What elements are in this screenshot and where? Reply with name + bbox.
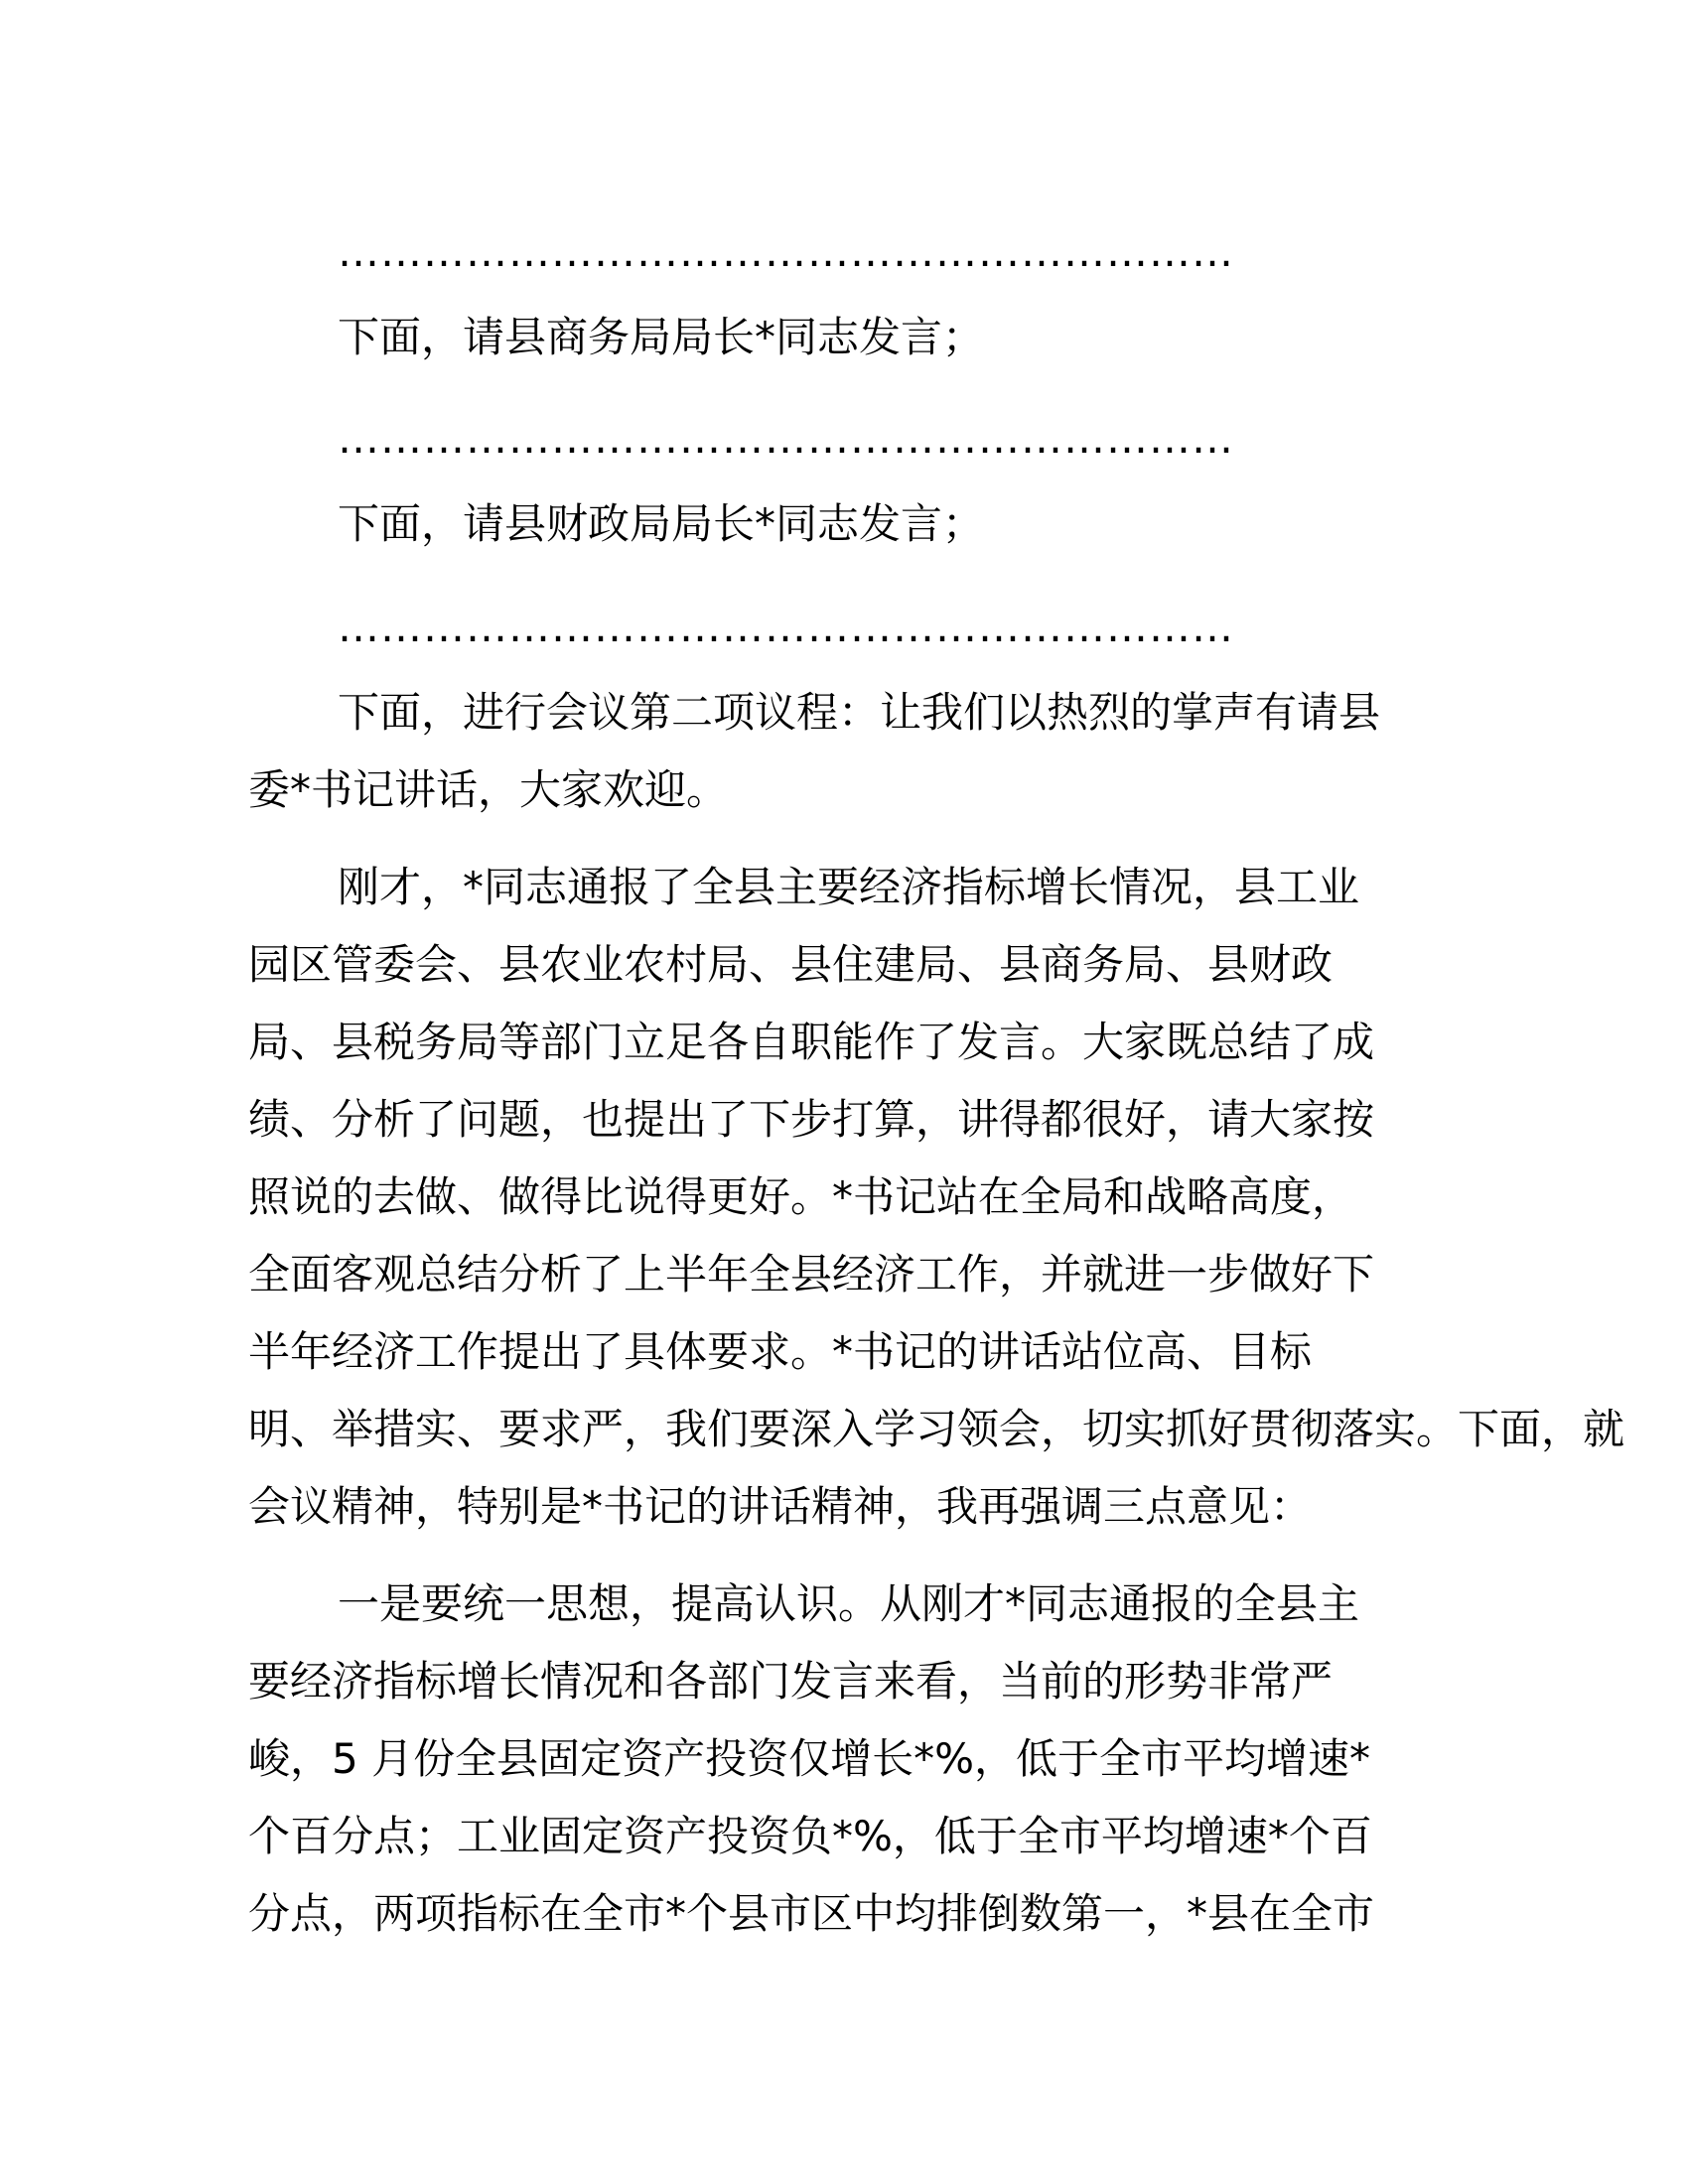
speaker-intro-line: 下面，请县财政局局长*同志发言；: [338, 499, 985, 548]
point-one-paragraph-line: 个百分点；工业固定资产投资负*%，低于全市平均增速*个百: [248, 1812, 1372, 1860]
summary-paragraph-line: 绩、分析了问题，也提出了下步打算，讲得都很好，请大家按: [248, 1095, 1375, 1144]
ellipsis-line: ………………………………………………………: [338, 227, 1234, 276]
agenda-paragraph-line: 委*书记讲话，大家欢迎。: [248, 765, 729, 814]
ellipsis-line: ………………………………………………………: [338, 603, 1234, 651]
summary-paragraph-line: 局、县税务局等部门立足各自职能作了发言。大家既总结了成: [248, 1018, 1375, 1066]
point-one-paragraph-line: 峻，5 月份全县固定资产投资仅增长*%，低于全市平均增速*: [248, 1734, 1370, 1783]
point-one-paragraph-line: 一是要统一思想，提高认识。从刚才*同志通报的全县主: [338, 1579, 1360, 1628]
summary-paragraph-line: 会议精神，特别是*书记的讲话精神，我再强调三点意见：: [248, 1482, 1313, 1531]
summary-paragraph-line: 全面客观总结分析了上半年全县经济工作，并就进一步做好下: [248, 1250, 1375, 1298]
summary-paragraph-line: 刚才，*同志通报了全县主要经济指标增长情况，县工业: [338, 863, 1360, 911]
ellipsis-line: ………………………………………………………: [338, 414, 1234, 463]
summary-paragraph-line: 照说的去做、做得比说得更好。*书记站在全局和战略高度，: [248, 1172, 1354, 1221]
summary-paragraph-line: 明、举措实、要求严，我们要深入学习领会，切实抓好贯彻落实。下面，就: [248, 1405, 1625, 1453]
point-one-paragraph-line: 分点，两项指标在全市*个县市区中均排倒数第一，*县在全市: [248, 1889, 1375, 1938]
point-one-paragraph-line: 要经济指标增长情况和各部门发言来看，当前的形势非常严: [248, 1657, 1334, 1706]
speaker-intro-line: 下面，请县商务局局长*同志发言；: [338, 313, 985, 361]
agenda-paragraph-line: 下面，进行会议第二项议程：让我们以热烈的掌声有请县: [338, 688, 1381, 737]
summary-paragraph-line: 半年经济工作提出了具体要求。*书记的讲话站位高、目标: [248, 1327, 1313, 1376]
summary-paragraph-line: 园区管委会、县农业农村局、县住建局、县商务局、县财政: [248, 940, 1334, 989]
